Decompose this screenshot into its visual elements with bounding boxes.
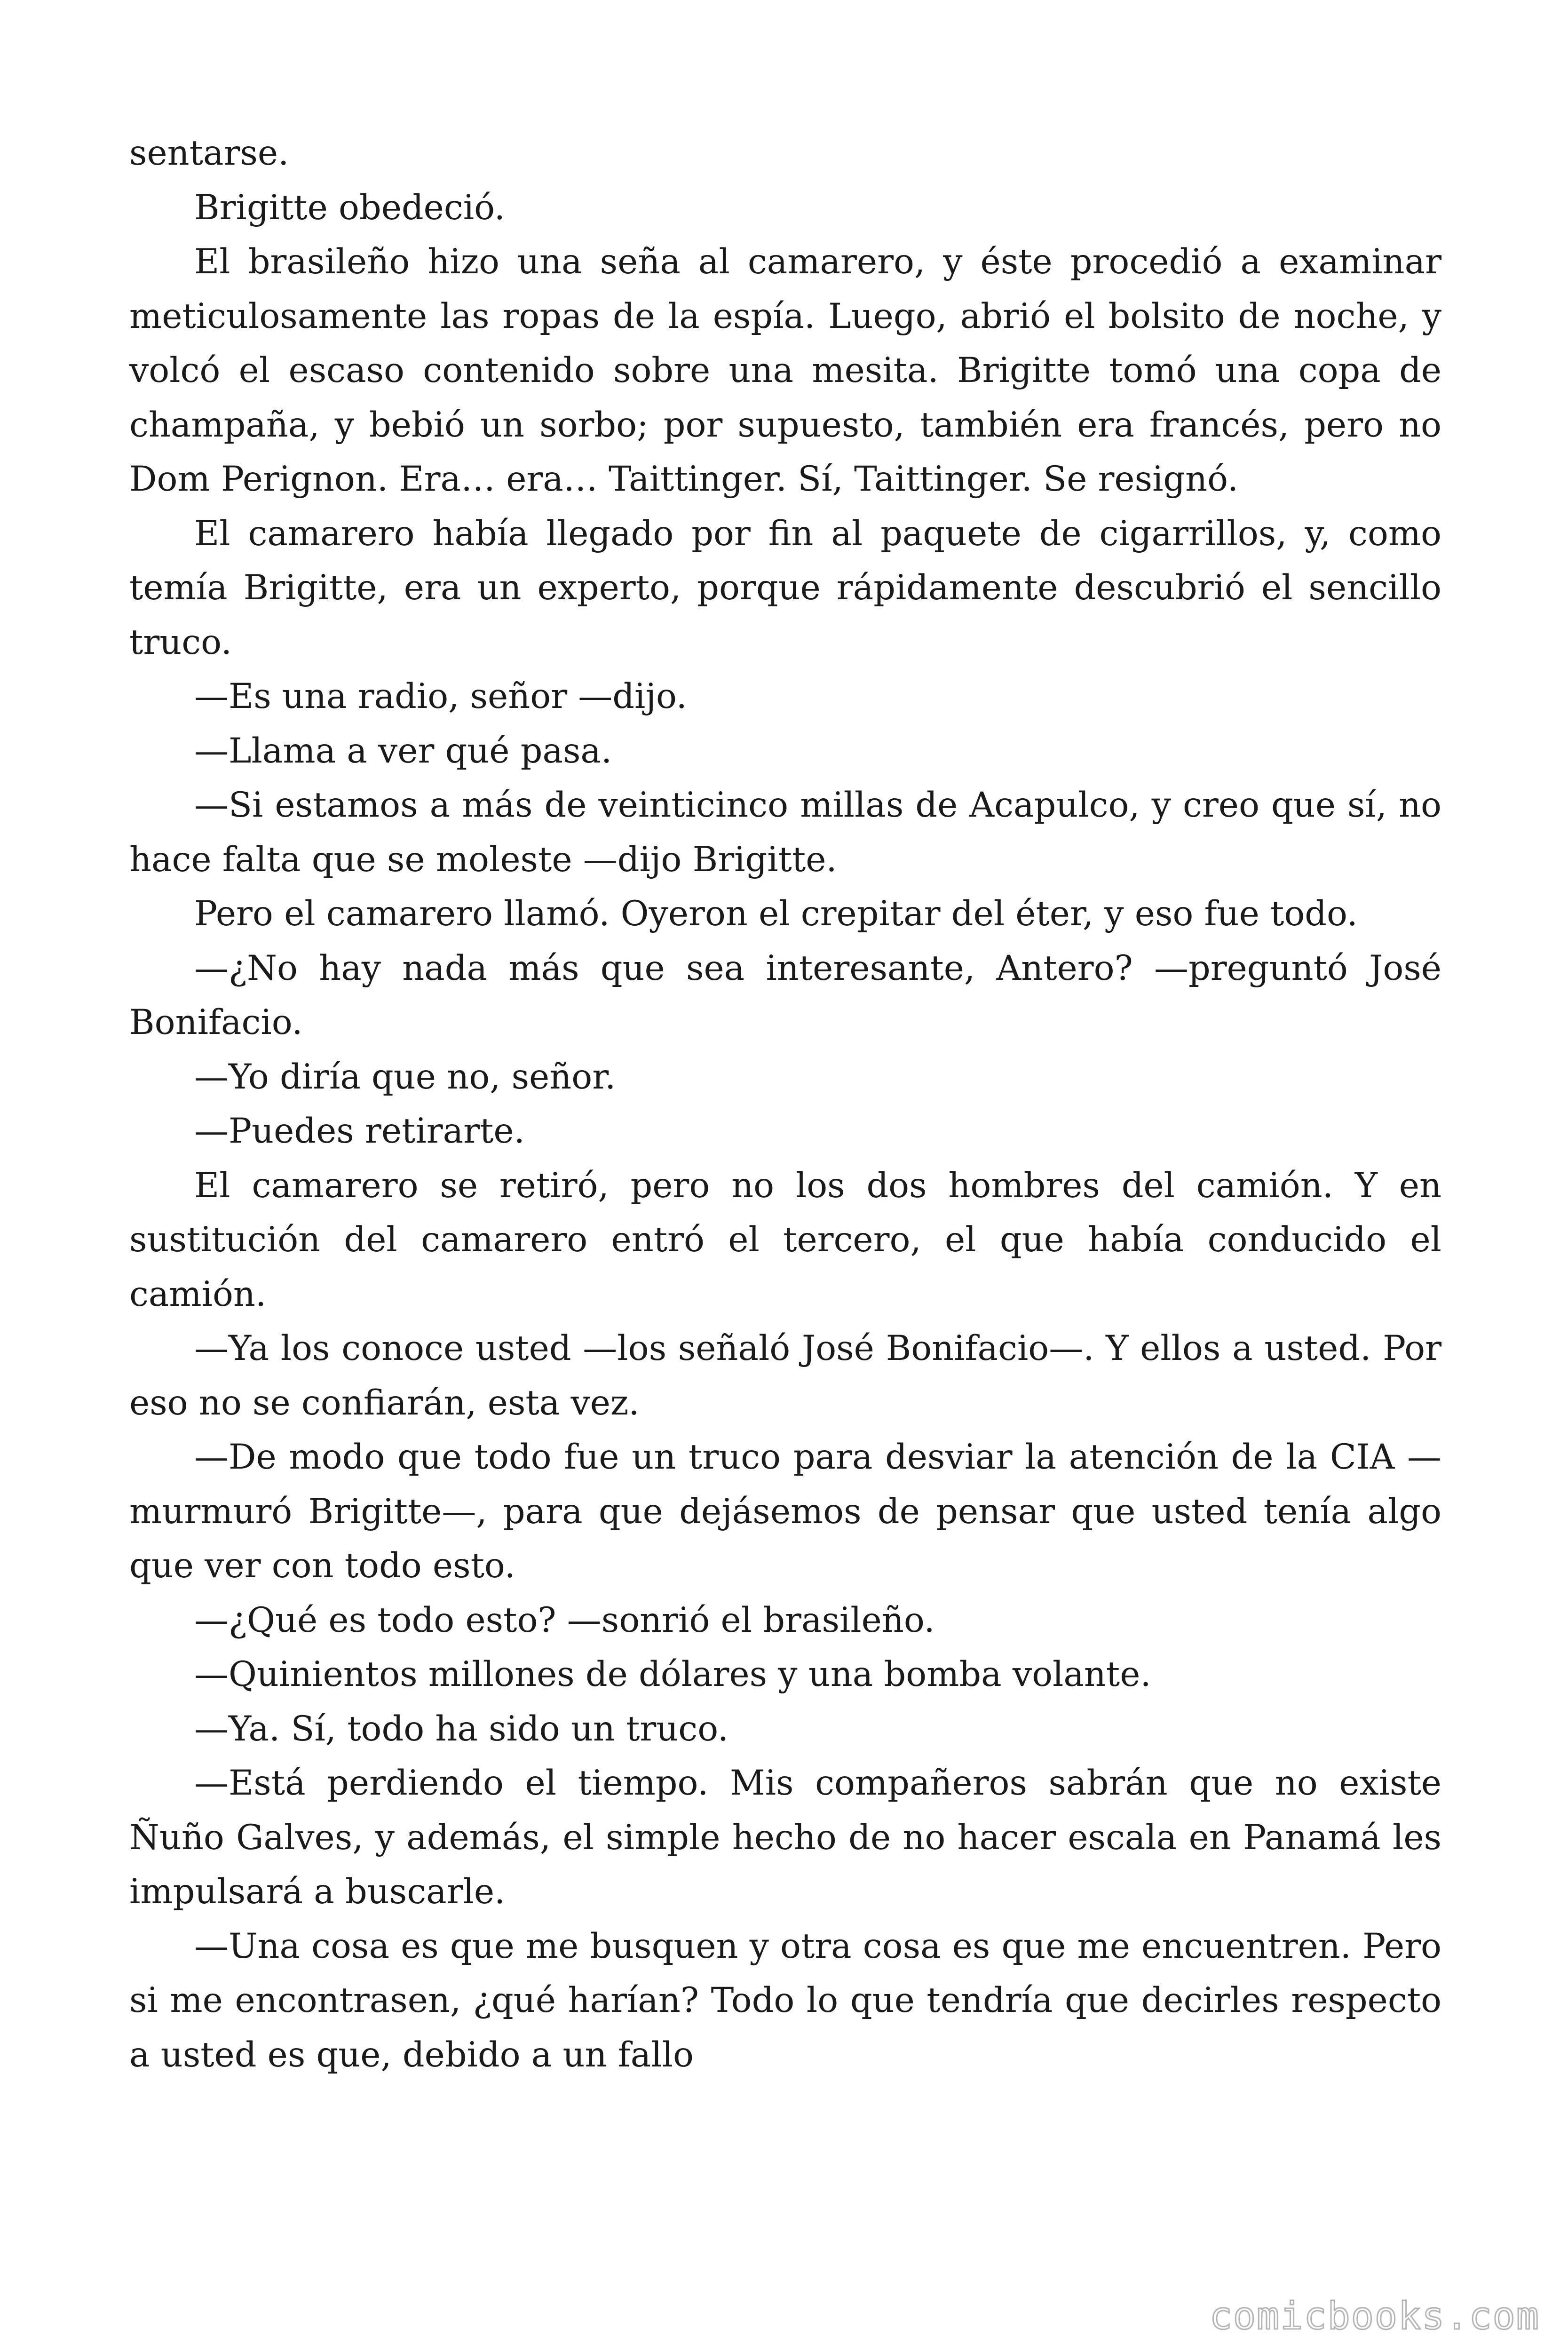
paragraph-11: —Puedes retirarte. [194, 1111, 525, 1151]
paragraph-17: —Ya. Sí, todo ha sido un truco. [194, 1708, 729, 1749]
paragraph-18: —Está perdiendo el tiempo. Mis compañeros sabrán que no existe Ñuño Galves, y además, el simple hecho de no hacer escala en Panamá les impulsará a buscarle. [129, 1763, 1441, 1912]
paragraph-5: —Es una radio, señor —dijo. [194, 676, 687, 716]
paragraph-7: —Si estamos a más de veinticinco millas de Acapulco, y creo que sí, no hace falta que se moleste —dijo Brigitte. [129, 785, 1441, 880]
paragraph-3: El brasileño hizo una seña al camarero, y éste procedió a examinar meticulosamente las ropas de la espía. Luego, abrió el bolsito de noche, y volcó el escaso contenido sobre una mesita. Brigitte tomó una copa de champaña, y bebió un sorbo; por supuesto, también era francés, pero no Dom Perignon. Era… era… Taittinger. Sí, Taittinger. Se resignó. [129, 242, 1441, 499]
paragraph-15: —¿Qué es todo esto? —sonrió el brasileño. [194, 1600, 935, 1640]
paragraph-10: —Yo diría que no, señor. [194, 1057, 616, 1097]
paragraph-4: El camarero había llegado por fin al paquete de cigarrillos, y, como temía Brigitte, era un experto, porque rápidamente descubrió el sencillo truco. [129, 513, 1441, 662]
paragraph-14: —De modo que todo fue un truco para desviar la atención de la CIA —murmuró Brigitte—, para que dejásemos de pensar que usted tenía algo que ver con todo esto. [129, 1437, 1441, 1586]
paragraph-12: El camarero se retiró, pero no los dos hombres del camión. Y en sustitución del camarero entró el tercero, el que había conducido el camión. [129, 1165, 1441, 1314]
paragraph-13: —Ya los conoce usted —los señaló José Bonifacio—. Y ellos a usted. Por eso no se confiarán, esta vez. [129, 1328, 1441, 1423]
paragraph-6: —Llama a ver qué pasa. [194, 731, 612, 771]
paragraph-2: Brigitte obedeció. [194, 187, 505, 228]
paragraph-1: sentarse. [129, 133, 289, 173]
watermark-text: comicbooks.com [1209, 2294, 1540, 2338]
paragraph-16: —Quinientos millones de dólares y una bomba volante. [194, 1654, 1151, 1694]
page-body [129, 126, 1441, 2082]
paragraph-9: —¿No hay nada más que sea interesante, Antero? —preguntó José Bonifacio. [129, 948, 1441, 1042]
paragraph-19: —Una cosa es que me busquen y otra cosa es que me encuentren. Pero si me encontrasen, ¿qué harían? Todo lo que tendría que decirles respecto a usted es que, debido a un fallo [129, 1926, 1441, 2075]
paragraph-8: Pero el camarero llamó. Oyeron el crepitar del éter, y eso fue todo. [194, 894, 1358, 934]
